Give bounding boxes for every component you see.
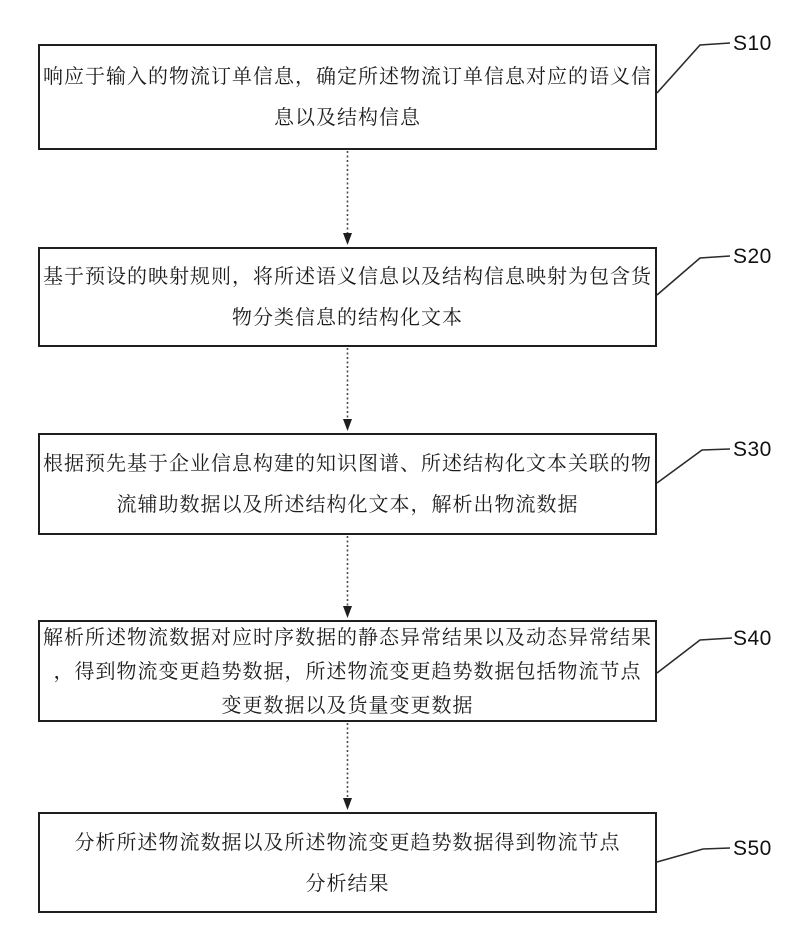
step-box-s20	[38, 247, 657, 347]
step-label-s40: S40	[733, 627, 772, 650]
step-text-line: 根据预先基于企业信息构建的知识图谱、所述结构化文本关联的物	[43, 451, 652, 475]
step-text-line: 变更数据以及货量变更数据	[221, 693, 474, 717]
flow-arrow-s10-s20	[343, 151, 352, 245]
flow-arrow-s40-s50	[343, 723, 352, 810]
step-text-line: 分析结果	[305, 870, 390, 895]
step-text-line: ，得到物流变更趋势数据，所述物流变更趋势数据包括物流节点	[53, 659, 642, 683]
flow-arrow-s30-s40	[343, 536, 352, 618]
leader-line-s10	[657, 43, 730, 93]
step-label-s20: S20	[733, 245, 772, 268]
step-text-line: 解析所述物流数据对应时序数据的静态异常结果以及动态异常结果	[43, 625, 652, 649]
step-text-line: 基于预设的映射规则，将所述语义信息以及结构信息映射为包含货	[43, 264, 652, 288]
flow-arrow-s20-s30	[343, 348, 352, 431]
step-label-s10: S10	[733, 32, 772, 55]
leader-line-s30	[657, 449, 730, 483]
step-text-line: 分析所述物流数据以及所述物流变更趋势数据得到物流节点	[74, 829, 621, 854]
step-box-s40	[38, 620, 657, 722]
step-label-s50: S50	[733, 837, 772, 860]
leader-line-s50	[657, 848, 730, 862]
step-text-line: 响应于输入的物流订单信息，确定所述物流订单信息对应的语义信	[43, 64, 652, 88]
step-box-s50	[38, 812, 657, 913]
step-box-s10	[38, 44, 657, 150]
step-text-line: 流辅助数据以及所述结构化文本，解析出物流数据	[116, 492, 579, 516]
step-box-s30	[38, 433, 657, 535]
leader-line-s40	[657, 638, 732, 673]
step-text-line: 物分类信息的结构化文本	[232, 305, 463, 329]
step-text-line: 息以及结构信息	[274, 105, 421, 129]
leader-line-s20	[657, 256, 730, 295]
step-label-s30: S30	[733, 438, 772, 461]
